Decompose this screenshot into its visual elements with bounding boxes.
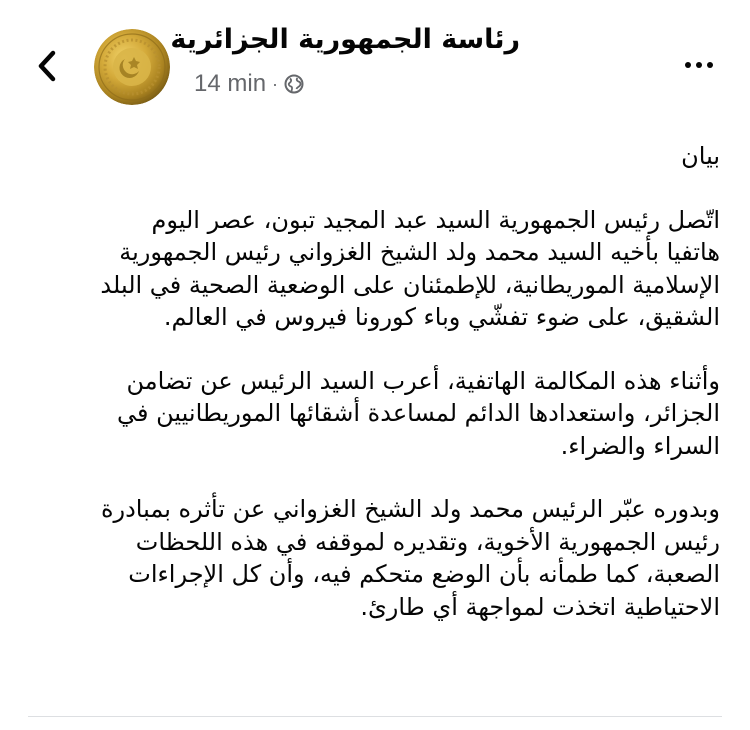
more-options-button[interactable]: [676, 50, 722, 80]
post-text: [36, 140, 720, 654]
text-line: السراء والضراء.: [560, 431, 720, 460]
text-line: وأثناء هذه المكالمة الهاتفية، أعرب السيد الرئيس عن تضامن: [126, 366, 720, 395]
text-line: اتّصل رئيس الجمهورية السيد عبد المجيد تبون، عصر اليوم: [151, 205, 720, 234]
more-dot-icon: [685, 62, 691, 68]
text-line: الاحتياطية اتخذت لمواجهة أي طارئ.: [360, 592, 720, 621]
chevron-left-icon: [37, 50, 57, 82]
avatar[interactable]: [94, 29, 170, 105]
divider: [28, 716, 722, 717]
meta-separator: ·: [272, 73, 279, 94]
post-paragraph: [36, 365, 720, 463]
more-dot-icon: [707, 62, 713, 68]
post-heading: بيان: [681, 142, 720, 170]
text-line: الإسلامية الموريطانية، للإطمئنان على الوضعية الصحية في البلد: [100, 270, 720, 299]
post-paragraph: [36, 493, 720, 623]
text-line: هاتفيا بأخيه السيد محمد ولد الشيخ الغزواني رئيس الجمهورية: [119, 238, 720, 266]
text-line: رئيس الجمهورية الأخوية، وتقديره لموقفه في هذه اللحظات: [135, 527, 720, 556]
page-name-link[interactable]: رئاسة الجمهورية الجزائرية: [170, 24, 520, 55]
text-line: وبدوره عبّر الرئيس محمد ولد الشيخ الغزواني عن تأثره بمبادرة: [100, 495, 720, 523]
back-button[interactable]: [30, 46, 64, 86]
text-line: الصعبة، كما طمأنه بأن الوضع متحكم فيه، وأن كل الإجراءات: [128, 560, 720, 588]
text-line: الشقيق، على ضوء تفشّي وباء كورونا فيروس في العالم.: [163, 303, 720, 331]
post-meta: [194, 70, 304, 98]
post-paragraph: [36, 204, 720, 334]
more-dot-icon: [696, 62, 702, 68]
globe-icon: [284, 74, 304, 94]
text-line: الجزائر، واستعدادها الدائم لمساعدة أشقائها الموريطانيين في: [117, 399, 720, 427]
post-time[interactable]: 14 min: [194, 70, 267, 97]
seal-logo-icon: [94, 29, 170, 105]
